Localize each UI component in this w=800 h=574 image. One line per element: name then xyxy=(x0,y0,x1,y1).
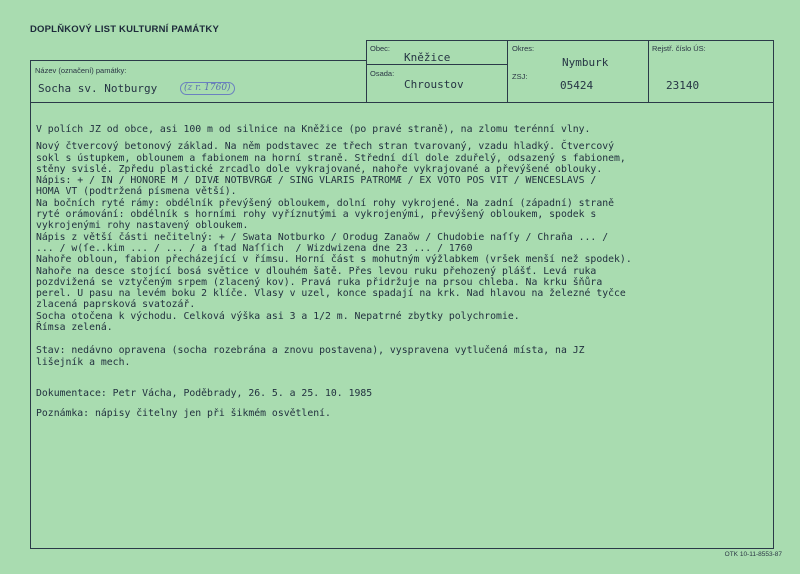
rejstr-value: 23140 xyxy=(666,79,700,92)
osada-label: Osada: xyxy=(370,69,395,78)
okres-label: Okres: xyxy=(512,44,535,53)
location-line: V polích JZ od obce, asi 100 m od silnice na Kněžice (po pravé straně), na zlomu terénní vlny. xyxy=(36,124,591,135)
description-line: Na bočních ryté rámy: obdélník převýšený obloukem, dolní rohy vykrojené. Na zadní (západní) straně xyxy=(36,197,615,209)
description-line: zlacená paprsková svatozář. xyxy=(36,299,196,311)
note-line: Poznámka: nápisy čitelny jen při šikmém osvětlení. xyxy=(36,408,331,420)
form-code: OTK 10-11-8553-87 xyxy=(724,551,782,558)
header-left-border xyxy=(30,60,31,103)
form-title: DOPLŇKOVÝ LIST KULTURNÍ PAMÁTKY xyxy=(30,24,219,35)
description-line: ... / w(ſe..kim ... / ... / a ſtad Naſſich / Wizdwizena dne 23 ... / 1760 xyxy=(36,242,473,254)
condition-line: Stav: nedávno opravena (socha rozebrána a znovu postavena), vyspravena vytlučená místa, na JZ xyxy=(36,345,585,357)
description-line: ryté orámování: obdélník s horními rohy vyříznutými a vykrojenými, převýšený obloukem, spodek s xyxy=(36,209,597,221)
rejstr-label: Rejstř. číslo ÚS: xyxy=(652,44,706,53)
description-line: HOMA VT (podtržená písmena větší). xyxy=(36,186,237,198)
obec-label: Obec: xyxy=(370,44,391,53)
header-divider-2 xyxy=(507,40,508,103)
zsj-value: 05424 xyxy=(560,79,594,92)
header-name-top-line xyxy=(30,60,367,61)
monument-name: Socha sv. Notburgy xyxy=(38,82,158,95)
obec-value: Kněžice xyxy=(404,51,451,64)
description-line: Nápis z větší části nečitelný: + / Swata Notburko / Orodug Zanaŏw / Chudobie naſſy / Chraňa ... / xyxy=(36,231,609,243)
description-line: Nahoře obloun, fabion přecházející v římsu. Horní část s mohutným výžlabkem (vršek menší než spodek). xyxy=(36,254,632,266)
description-line: Nový čtvercový betonový základ. Na něm podstavec ze třech stran tvarovaný, vzadu hladký. Čtvercový xyxy=(36,141,615,153)
condition-line: lišejník a mech. xyxy=(36,356,131,368)
osada-value: Chroustov xyxy=(404,78,464,91)
header-obec-osada-divider xyxy=(366,64,507,65)
documentation-line: Dokumentace: Petr Vácha, Poděbrady, 26. 5. a 25. 10. 1985 xyxy=(36,387,373,399)
description-line: Nápis: + / IN / HONORE M / DIVÆ NOTBVRGÆ / SING VLARIS PATROMÆ / EX VOTO POS VIT / WENCESLAVS / xyxy=(36,175,597,187)
header-divider-3 xyxy=(648,40,649,103)
description-line: stěny svislé. Zpředu plastické zrcadlo dole vykrajované, nahoře vykrajované a převýšené oblouky. xyxy=(36,163,603,175)
name-label: Název (označení) památky: xyxy=(35,66,127,75)
header-right-border xyxy=(773,40,774,103)
description-line: Socha otočena k východu. Celková výška asi 3 a 1/2 m. Nepatrné zbytky polychromie. xyxy=(36,310,520,322)
description-line: Nahoře na desce stojící bosá světice v dlouhém šatě. Přes levou ruku přehozený plášť. Levá ruka xyxy=(36,265,597,277)
description-line: sokl s ústupkem, oblounem a fabionem na horní straně. Střední díl dole zduřelý, odsazený s fabionem, xyxy=(36,152,626,164)
header-divider-1 xyxy=(366,40,367,103)
page-bottom-border xyxy=(30,548,774,549)
zsj-label: ZSJ: xyxy=(512,72,528,81)
header-bottom-line xyxy=(30,102,774,103)
description-line: perel. U pasu na levém boku 2 klíče. Vlasy v uzel, konce spadají na krk. Nad hlavou na železné tyčce xyxy=(36,288,626,300)
header-top-line xyxy=(366,40,774,41)
description-line: Římsa zelená. xyxy=(36,322,113,334)
description-body xyxy=(36,124,776,420)
description-line: vykrojenými rohy nastavený obloukem. xyxy=(36,220,249,232)
okres-value: Nymburk xyxy=(562,56,609,69)
description-line: pozdvižená se vztyčeným srpem (zlacený kov). Pravá ruka přidržuje na prsou chleba. Na krku šňůra xyxy=(36,276,603,288)
monument-date-note: (z r. 1760) xyxy=(180,82,235,95)
page-left-border xyxy=(30,102,31,549)
